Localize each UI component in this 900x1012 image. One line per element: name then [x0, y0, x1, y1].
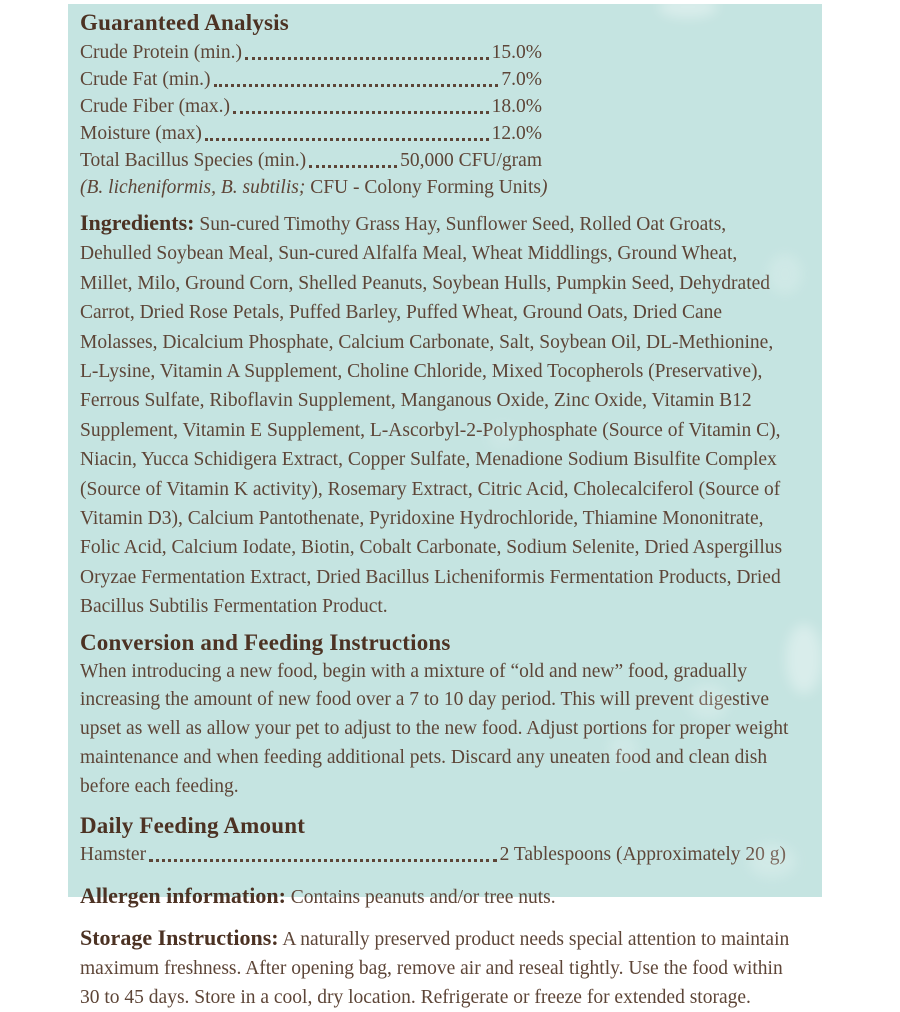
storage-text: A naturally preserved product needs special attention to maintain maximum freshness. After opening bag, remove air and reseal tightly. Use the food within 30 to 45 days. Store in a cool, dry location. Refrigerate or freeze for extended storage.	[80, 928, 790, 1008]
ingredients-paragraph	[80, 208, 792, 622]
note-italic-close: )	[541, 177, 548, 198]
conversion-feeding-heading: Conversion and Feeding Instructions	[80, 629, 451, 655]
daily-feeding-amount-heading: Daily Feeding Amount	[80, 812, 306, 838]
dotted-leader	[309, 165, 397, 168]
pet-food-label-panel	[68, 4, 822, 1008]
nutrient-label: Total Bacillus Species (min.)	[80, 150, 307, 171]
dotted-leader	[233, 111, 489, 114]
dotted-leader	[149, 859, 497, 862]
nutrient-value: 7.0%	[501, 69, 542, 90]
guaranteed-analysis-table	[80, 39, 548, 201]
allergen-text: Contains peanuts and/or tree nuts.	[285, 886, 556, 908]
note-italic-part: (B. licheniformis, B. subtilis;	[80, 177, 306, 198]
table-row	[80, 120, 542, 147]
nutrient-value: 12.0%	[491, 123, 542, 144]
animal-label: Hamster	[80, 843, 147, 865]
storage-heading: Storage Instructions:	[80, 924, 279, 950]
nutrient-label: Crude Fiber (max.)	[80, 96, 231, 117]
ingredients-text: Sun-cured Timothy Grass Hay, Sunflower Seed, Rolled Oat Groats, Dehulled Soybean Meal, Sun-cured Alfalfa Meal, Wheat Middlings, Ground Wheat, Millet, Milo, Ground Corn, Shelled Peanuts, Soybean Hulls, Pumpkin Seed, Dehydrated Carrot, Dried Rose Petals, Puffed Barley, Puffed Wheat, Ground Oats, Dried Cane Molasses, Dicalcium Phosphate, Calcium Carbonate, Salt, Soybean Oil, DL-Methionine, L-Lysine, Vitamin A Supplement, Choline Chloride, Mixed Tocopherols (Preservative), Ferrous Sulfate, Riboflavin Supplement, Manganous Oxide, Zinc Oxide, Vitamin B12 Supplement, Vitamin E Supplement, L-Ascorbyl-2-Polyphosphate (Source of Vitamin C), Niacin, Yucca Schidigera Extract, Copper Sulfate, Menadione Sodium Bisulfite Complex (Source of Vitamin K activity), Rosemary Extract, Citric Acid, Cholecalciferol (Source of Vitamin D3), Calcium Pantothenate, Pyridoxine Hydrochloride, Thiamine Mononitrate, Folic Acid, Calcium Iodate, Biotin, Cobalt Carbonate, Sodium Selenite, Dried Aspergillus Oryzae Fermentation Extract, Dried Bacillus Licheniformis Fermentation Products, Dried Bacillus Subtilis Fermentation Product.	[80, 214, 783, 618]
nutrient-value: 50,000 CFU/gram	[400, 150, 542, 171]
table-row	[80, 93, 542, 120]
dotted-leader	[245, 57, 489, 60]
storage-paragraph	[80, 923, 792, 1012]
conversion-feeding-paragraph: When introducing a new food, begin with a mixture of “old and new” food, gradually increasing the amount of new food over a 7 to 10 day period. This will prevent digestive upset as well as allow your pet to adjust to the new food. Adjust portions for proper weight maintenance and when feeding additional pets. Discard any uneaten food and clean dish before each feeding.	[80, 660, 789, 797]
nutrient-value: 18.0%	[491, 96, 542, 117]
table-row	[80, 39, 542, 66]
table-row	[80, 147, 542, 174]
daily-feeding-table	[80, 841, 786, 868]
allergen-heading: Allergen information:	[80, 882, 286, 908]
table-row	[80, 66, 542, 93]
feeding-amount-value: 2 Tablespoons (Approximately 20 g)	[499, 843, 786, 865]
nutrient-value: 15.0%	[491, 42, 542, 63]
bacillus-species-note	[80, 174, 548, 201]
dotted-leader	[205, 138, 489, 141]
note-regular-part: CFU - Colony Forming Units	[305, 177, 541, 198]
nutrient-label: Crude Fat (min.)	[80, 69, 211, 90]
ingredients-heading: Ingredients:	[80, 210, 195, 235]
nutrient-label: Moisture (max)	[80, 123, 202, 144]
table-row	[80, 841, 786, 868]
dotted-leader	[214, 84, 499, 87]
allergen-paragraph	[80, 881, 792, 912]
guaranteed-analysis-heading: Guaranteed Analysis	[80, 10, 289, 35]
nutrient-label: Crude Protein (min.)	[80, 42, 242, 63]
